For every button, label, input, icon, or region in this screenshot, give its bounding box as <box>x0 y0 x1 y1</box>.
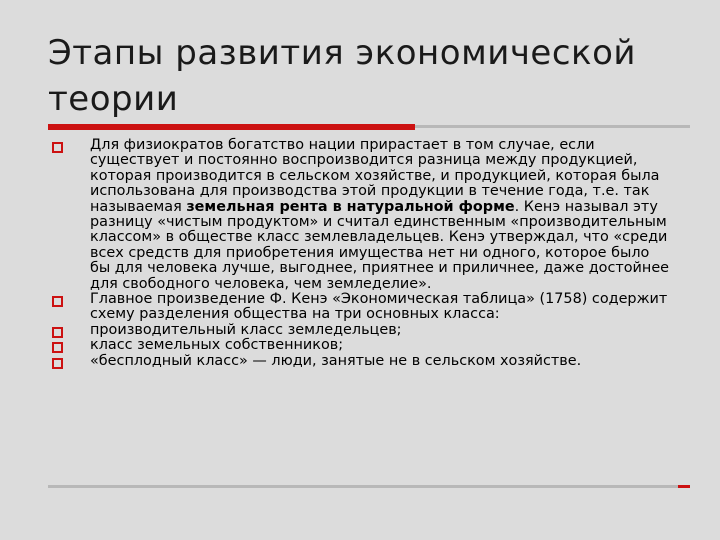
title-divider-accent <box>48 124 415 130</box>
hollow-square-bullet-icon <box>52 327 63 338</box>
bullet-text: «бесплодный класс» — люди, занятые не в сельском хозяйстве. <box>90 352 582 369</box>
bullet-text: класс земельных собственников; <box>90 337 344 354</box>
bullet-item <box>52 138 672 292</box>
bullet-text: Главное произведение Ф. Кенэ «Экономическая таблица» (1758) содержит схему разделения общества на три основных класса: <box>90 291 668 323</box>
bullet-text: производительный класс земледельцев; <box>90 321 402 338</box>
title-divider <box>48 125 690 128</box>
footer-divider-accent <box>678 485 690 488</box>
hollow-square-bullet-icon <box>52 142 63 153</box>
slide-title: Этапы развития экономической теории <box>48 33 636 119</box>
bullet-item <box>52 354 672 369</box>
bullet-text-continued: . Кенэ называл эту разницу «чистым продуктом» и считал единственным «производительным классом» в обществе класс землевладельцев. Кенэ утверждал, что «среди всех средств для приобретения имущества нет ни одного, которое было бы для человека лучше, выгоднее, приятнее и приличнее, даже достойнее для свободного человека, чем земледелие». <box>90 198 670 292</box>
hollow-square-bullet-icon <box>52 296 63 307</box>
bullet-item <box>52 338 672 353</box>
bullet-text: Для физиократов богатство нации прирастает в том случае, если существует и постоянно воспроизводится разница между продукцией, которая производится в сельском хозяйстве, и продукцией, которая была использована для производства этой продукции в течение года, т.е. так называемая <box>90 137 660 215</box>
bullet-bold-term: земельная рента в натуральной форме <box>186 198 515 215</box>
bullet-item <box>52 292 672 323</box>
hollow-square-bullet-icon <box>52 358 63 369</box>
hollow-square-bullet-icon <box>52 342 63 353</box>
footer-divider <box>48 485 690 488</box>
bullet-item <box>52 323 672 338</box>
bullet-list <box>52 138 672 369</box>
